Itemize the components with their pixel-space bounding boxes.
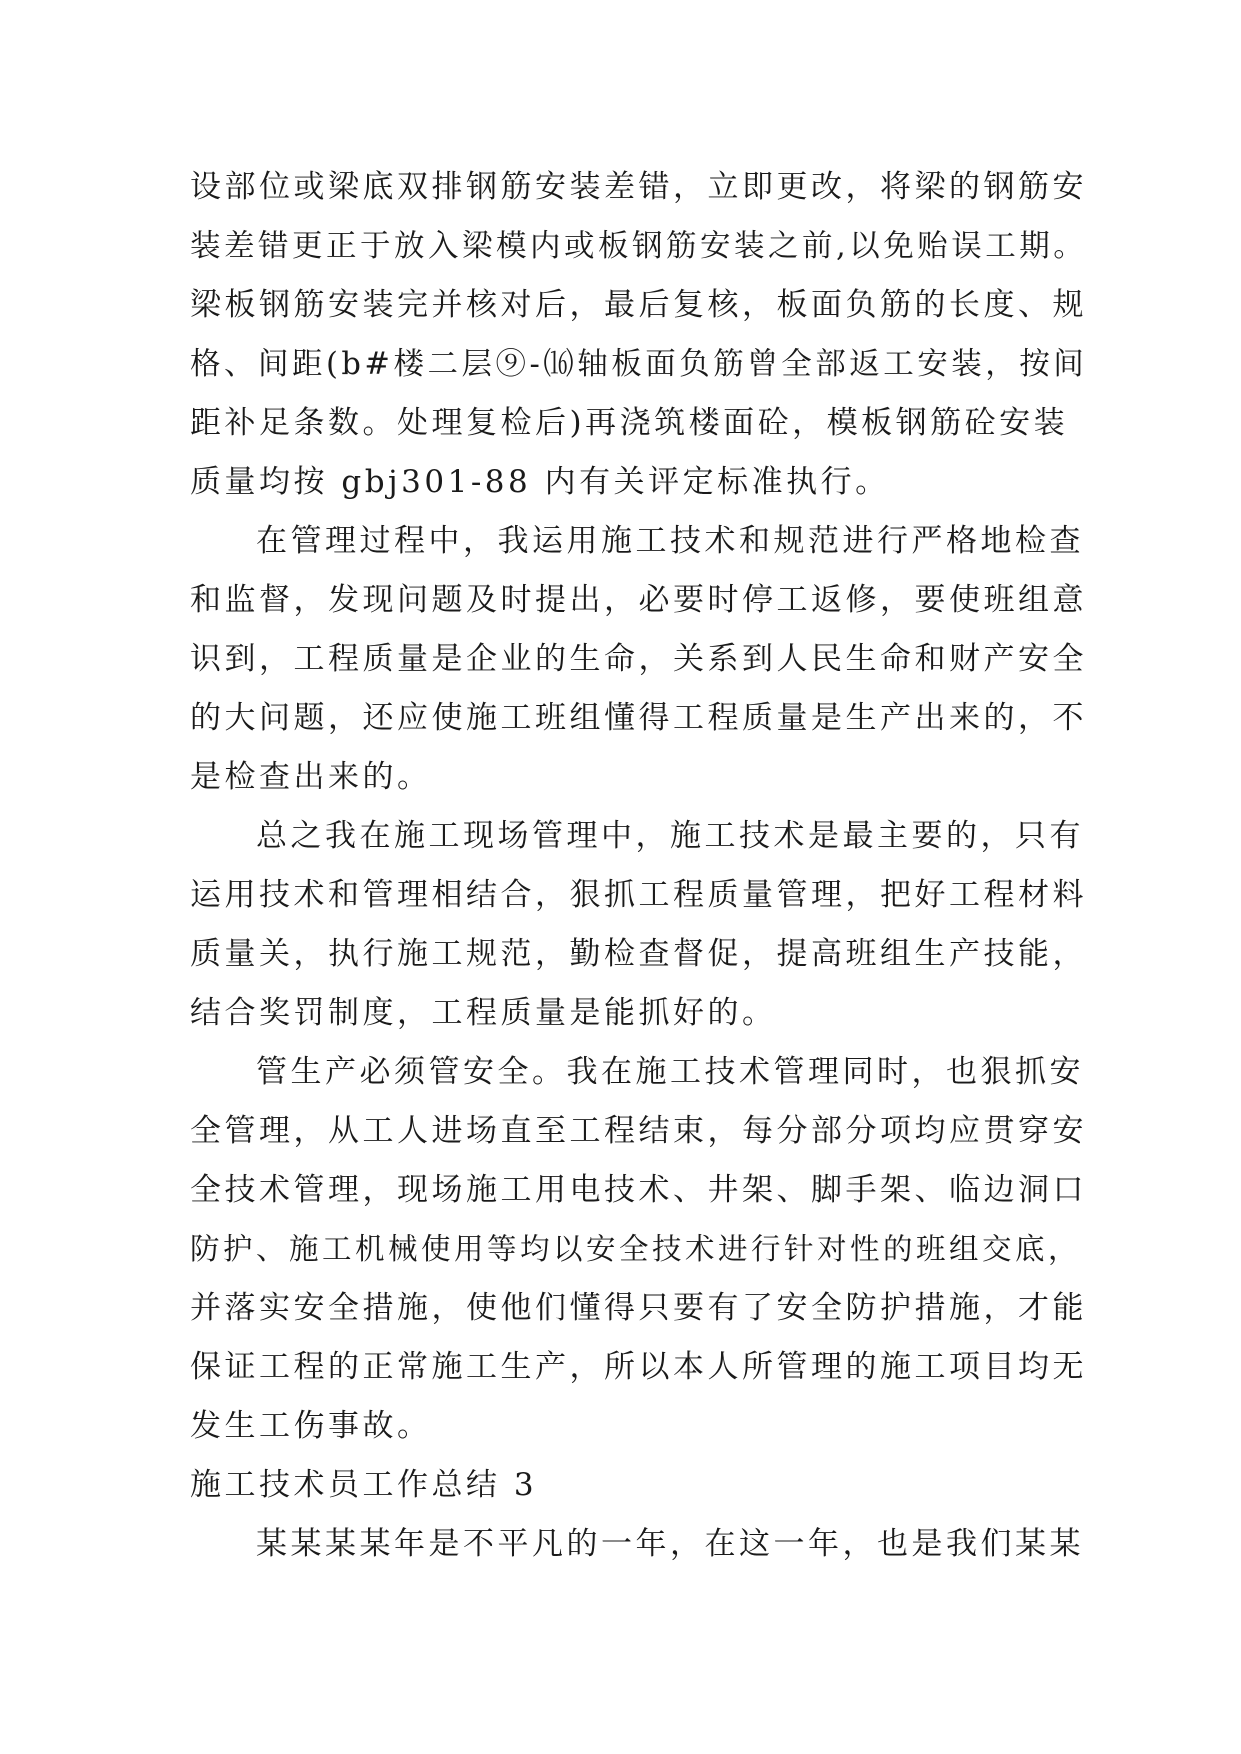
text-line: 质量关，执行施工规范，勤检查督促，提高班组生产技能， [190, 936, 1087, 972]
text-line: 并落实安全措施，使他们懂得只要有了安全防护措施，才能 [190, 1290, 1087, 1326]
section-heading: 施工技术员工作总结 3 [190, 1467, 538, 1503]
text-line: 全管理，从工人进场直至工程结束，每分部分项均应贯穿安 [190, 1113, 1087, 1149]
text-line: 识到，工程质量是企业的生命，关系到人民生命和财产安全 [190, 641, 1087, 677]
text-line: 运用技术和管理相结合，狠抓工程质量管理，把好工程材料 [190, 877, 1087, 913]
text-line: 结合奖罚制度，工程质量是能抓好的。 [190, 995, 777, 1031]
text-line: 距补足条数。处理复检后)再浇筑楼面砼，模板钢筋砼安装 [190, 405, 1069, 441]
text-line: 保证工程的正常施工生产，所以本人所管理的施工项目均无 [190, 1349, 1087, 1385]
text-line: 的大问题，还应使施工班组懂得工程质量是生产出来的，不 [190, 700, 1087, 736]
text-line: 和监督，发现问题及时提出，必要时停工返修，要使班组意 [190, 582, 1087, 618]
document-body [190, 158, 1090, 1574]
text-line: 是检查出来的。 [190, 759, 432, 795]
text-line: 梁板钢筋安装完并核对后，最后复核，板面负筋的长度、规 [190, 287, 1087, 323]
text-line: 全技术管理，现场施工用电技术、井架、脚手架、临边洞口 [190, 1172, 1087, 1208]
text-line: 装差错更正于放入梁模内或板钢筋安装之前,以免贻误工期。 [190, 229, 1088, 264]
text-line: 设部位或梁底双排钢筋安装差错，立即更改，将梁的钢筋安 [190, 169, 1087, 205]
text-line: 防护、施工机械使用等均以安全技术进行针对性的班组交底， [190, 1232, 1082, 1266]
text-line: 格、间距(b#楼二层⑨-⒃轴板面负筋曾全部返工安装，按间 [190, 347, 1088, 382]
paragraph-start-line: 某某某某年是不平凡的一年，在这一年，也是我们某某 [256, 1526, 1084, 1562]
text-line: 质量均按 gbj301-88 内有关评定标准执行。 [190, 464, 890, 500]
paragraph-start-line: 管生产必须管安全。我在施工技术管理同时，也狠抓安 [256, 1054, 1084, 1090]
paragraph-start-line: 在管理过程中，我运用施工技术和规范进行严格地检查 [256, 523, 1084, 559]
paragraph-start-line: 总之我在施工现场管理中，施工技术是最主要的，只有 [256, 818, 1084, 854]
text-line: 发生工伤事故。 [190, 1408, 432, 1444]
